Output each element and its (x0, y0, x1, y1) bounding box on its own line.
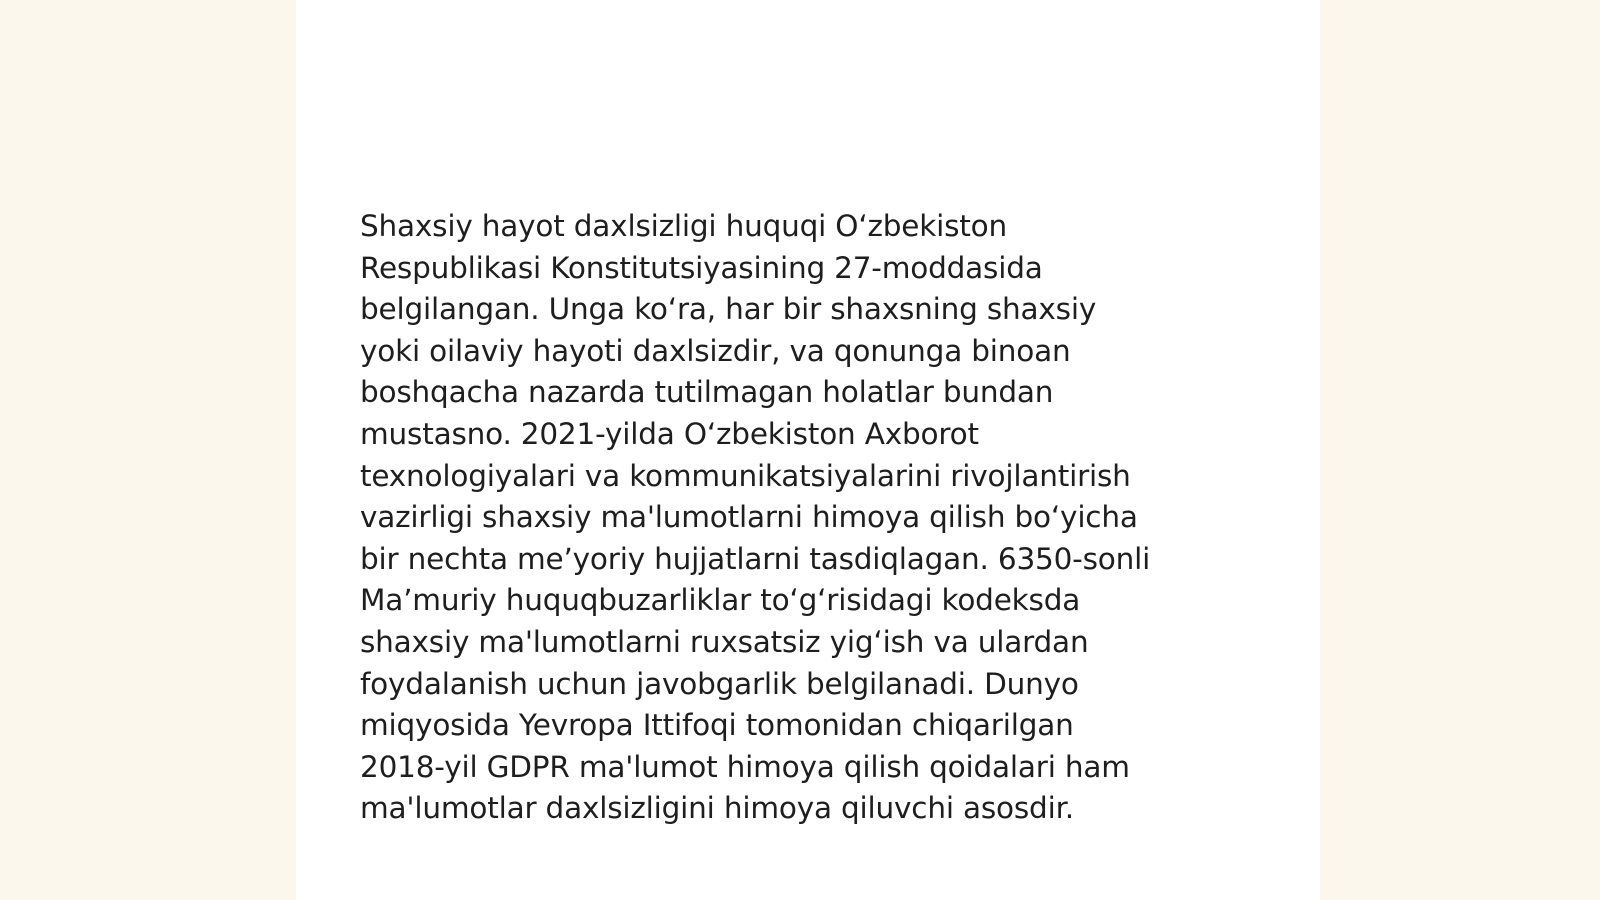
paragraph-line: shaxsiy ma'lumotlarni ruxsatsiz yig‘ish va ulardan (360, 624, 1089, 659)
document-page (296, 0, 1320, 900)
paragraph-line: bir nechta me’yoriy hujjatlarni tasdiqlagan. 6350-sonli (360, 541, 1151, 576)
paragraph-line: ma'lumotlar daxlsizligini himoya qiluvchi asosdir. (360, 791, 1074, 826)
paragraph-line: texnologiyalari va kommunikatsiyalarini rivojlantirish (360, 458, 1131, 493)
paragraph-line: miqyosida Yevropa Ittifoqi tomonidan chiqarilgan (360, 708, 1074, 743)
paragraph-line: foydalanish uchun javobgarlik belgilanadi. Dunyo (360, 666, 1079, 701)
body-paragraph (360, 206, 1260, 830)
paragraph-line: yoki oilaviy hayoti daxlsizdir, va qonunga binoan (360, 333, 1071, 368)
paragraph-line: mustasno. 2021-yilda O‘zbekiston Axborot (360, 416, 979, 451)
paragraph-line: boshqacha nazarda tutilmagan holatlar bundan (360, 375, 1054, 410)
paragraph-line: Shaxsiy hayot daxlsizligi huquqi O‘zbekiston (360, 209, 1008, 243)
paragraph-line: 2018-yil GDPR ma'lumot himoya qilish qoidalari ham (360, 749, 1130, 784)
paragraph-line: Ma’muriy huquqbuzarliklar to‘g‘risidagi kodeksda (360, 583, 1081, 618)
paragraph-line: belgilangan. Unga ko‘ra, har bir shaxsning shaxsiy (360, 292, 1097, 327)
paragraph-line: Respublikasi Konstitutsiyasining 27-moddasida (360, 250, 1043, 285)
paragraph-line: vazirligi shaxsiy ma'lumotlarni himoya qilish bo‘yicha (360, 500, 1138, 535)
